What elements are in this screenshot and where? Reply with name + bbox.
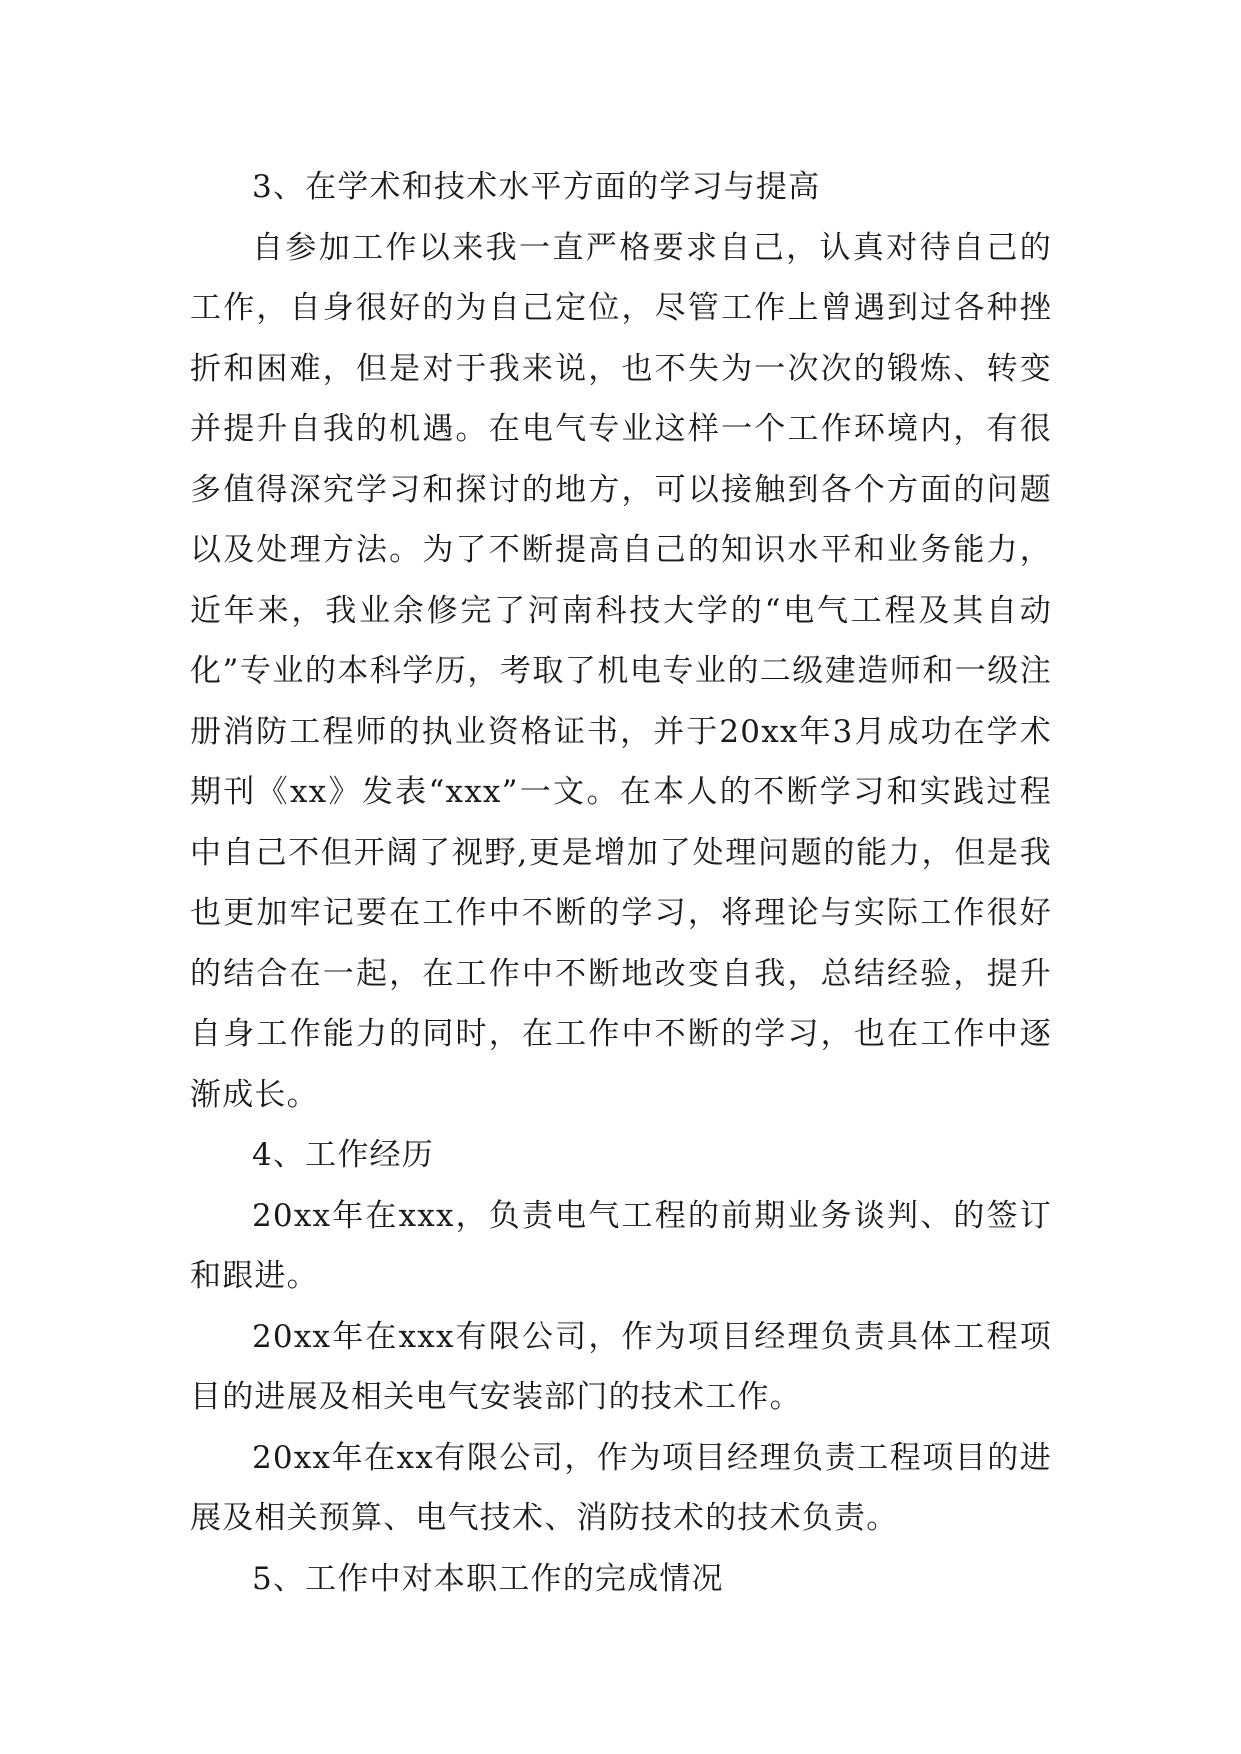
paragraph-experience-3: 20xx年在xx有限公司，作为项目经理负责工程项目的进展及相关预算、电气技术、消防技术的技术负责。	[190, 1439, 1052, 1536]
paragraph-learning: 自参加工作以来我一直严格要求自己，认真对待自己的工作，自身很好的为自己定位，尽管工作上曾遇到过各种挫折和困难，但是对于我来说，也不失为一次次的锻炼、转变并提升自我的机遇。在电气专业这样一个工作环境内，有很多值得深究学习和探讨的地方，可以接触到各个方面的问题以及处理方法。为了不断提高自己的知识水平和业务能力，近年来，我业余修完了河南科技大学的“电气工程及其自动化”专业的本科学历，考取了机电专业的二级建造师和一级注册消防工程师的执业资格证书，并于20xx年3月成功在学术期刊《xx》发表“xxx”一文。在本人的不断学习和实践过程中自己不但开阔了视野,更是增加了处理问题的能力，但是我也更加牢记要在工作中不断的学习，将理论与实际工作很好的结合在一起，在工作中不断地改变自我，总结经验，提升自身工作能力的同时，在工作中不断的学习，也在工作中逐渐成长。	[190, 229, 1052, 1113]
section-heading-5: 5、工作中对本职工作的完成情况	[252, 1560, 724, 1597]
paragraph-experience-2: 20xx年在xxx有限公司，作为项目经理负责具体工程项目的进展及相关电气安装部门的技术工作。	[190, 1318, 1052, 1415]
section-heading-4: 4、工作经历	[252, 1137, 434, 1173]
paragraph-experience-1: 20xx年在xxx，负责电气工程的前期业务谈判、的签订和跟进。	[190, 1197, 1052, 1294]
section-heading-3: 3、在学术和技术水平方面的学习与提高	[252, 169, 821, 205]
document-body	[190, 157, 1052, 1609]
